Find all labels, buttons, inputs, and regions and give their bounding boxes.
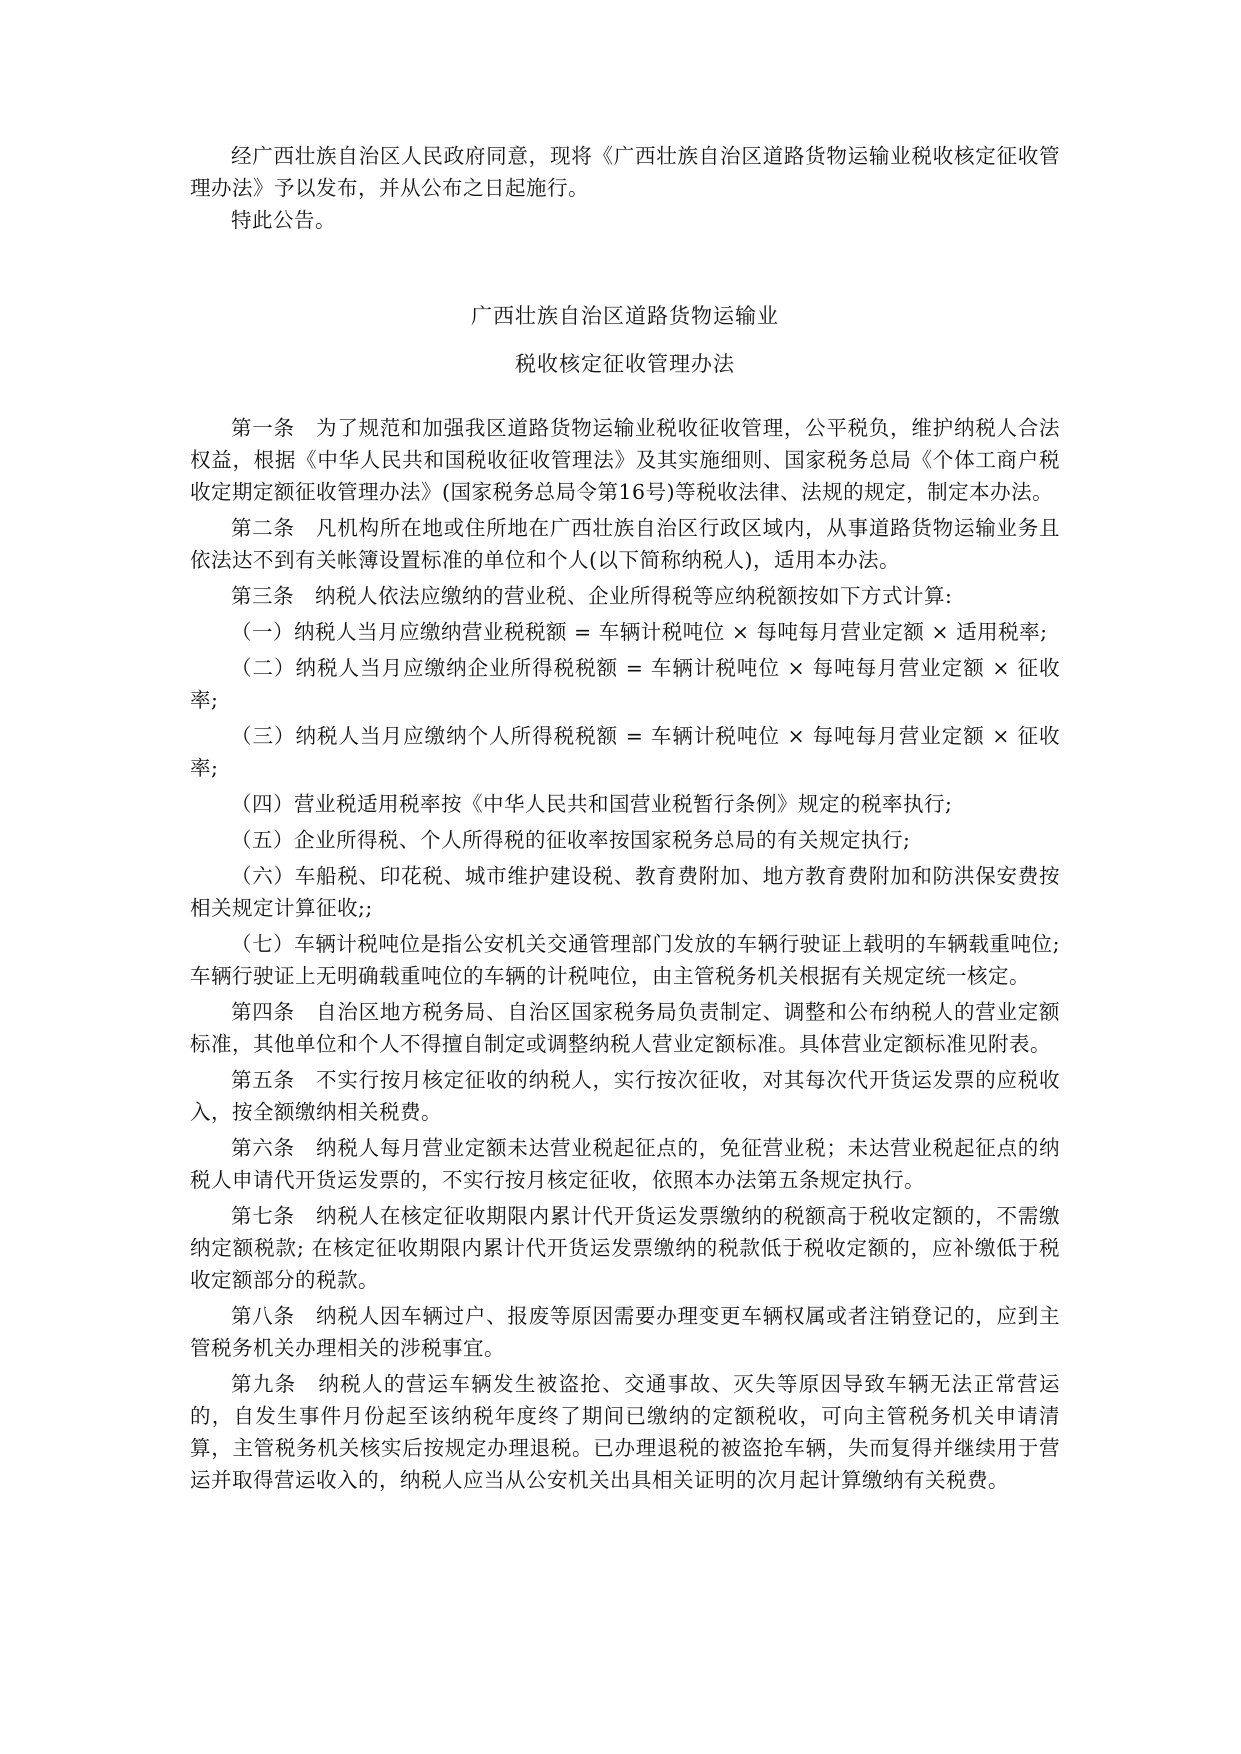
article-3-item-3: （三）纳税人当月应缴纳个人所得税税额 = 车辆计税吨位 × 每吨每月营业定额 × 征收率;: [190, 724, 1060, 780]
document-title-line-1: 广西壮族自治区道路货物运输业: [471, 304, 779, 328]
article-3-item-6: （六）车船税、印花税、城市维护建设税、教育费附加、地方教育费附加和防洪保安费按相关规定计算征收;;: [190, 864, 1060, 920]
article-3-item-5: （五）企业所得税、个人所得税的征收率按国家税务总局的有关规定执行;: [231, 828, 911, 852]
article-3-item-7: （七）车辆计税吨位是指公安机关交通管理部门发放的车辆行驶证上载明的车辆载重吨位; 车辆行驶证上无明确载重吨位的车辆的计税吨位，由主管税务机关根据有关规定统一核定。: [190, 932, 1060, 988]
article-4: 第四条 自治区地方税务局、自治区国家税务局负责制定、调整和公布纳税人的营业定额标准，其他单位和个人不得擅自制定或调整纳税人营业定额标准。具体营业定额标准见附表。: [190, 1000, 1060, 1056]
notice-line: 特此公告。: [231, 208, 336, 232]
article-3: 第三条 纳税人依法应缴纳的营业税、企业所得税等应纳税额按如下方式计算:: [231, 584, 953, 608]
article-3-item-2: （二）纳税人当月应缴纳企业所得税税额 = 车辆计税吨位 × 每吨每月营业定额 × 征收率;: [190, 656, 1060, 712]
article-6: 第六条 纳税人每月营业定额未达营业税起征点的，免征营业税；未达营业税起征点的纳税人申请代开货运发票的，不实行按月核定征收，依照本办法第五条规定执行。: [190, 1136, 1060, 1192]
article-8: 第八条 纳税人因车辆过户、报废等原因需要办理变更车辆权属或者注销登记的，应到主管税务机关办理相关的涉税事宜。: [190, 1304, 1060, 1360]
intro-paragraph: 经广西壮族自治区人民政府同意，现将《广西壮族自治区道路货物运输业税收核定征收管理办法》予以发布，并从公布之日起施行。: [190, 144, 1060, 200]
article-5: 第五条 不实行按月核定征收的纳税人，实行按次征收，对其每次代开货运发票的应税收入，按全额缴纳相关税费。: [190, 1068, 1060, 1124]
document-page: [190, 140, 1060, 1500]
document-title-line-2: 税收核定征收管理办法: [515, 352, 735, 376]
article-3-item-1: （一）纳税人当月应缴纳营业税税额 = 车辆计税吨位 × 每吨每月营业定额 × 适用税率;: [231, 620, 1048, 644]
article-9: 第九条 纳税人的营运车辆发生被盗抢、交通事故、灭失等原因导致车辆无法正常营运的，自发生事件月份起至该纳税年度终了期间已缴纳的定额税收，可向主管税务机关申请清算，主管税务机关核实后按规定办理退税。已办理退税的被盗抢车辆，失而复得并继续用于营运并取得营运收入的，纳税人应当从公安机关出具相关证明的次月起计算缴纳有关税费。: [190, 1372, 1060, 1492]
article-3-item-4: （四）营业税适用税率按《中华人民共和国营业税暂行条例》规定的税率执行;: [231, 792, 953, 816]
article-1: 第一条 为了规范和加强我区道路货物运输业税收征收管理，公平税负，维护纳税人合法权益，根据《中华人民共和国税收征收管理法》及其实施细则、国家税务总局《个体工商户税收定期定额征收管理办法》(国家税务总局令第16号)等税收法律、法规的规定，制定本办法。: [190, 416, 1060, 504]
article-7: 第七条 纳税人在核定征收期限内累计代开货运发票缴纳的税额高于税收定额的，不需缴纳定额税款; 在核定征收期限内累计代开货运发票缴纳的税款低于税收定额的，应补缴低于税收定额部分的税款。: [190, 1204, 1060, 1292]
article-2: 第二条 凡机构所在地或住所地在广西壮族自治区行政区域内，从事道路货物运输业务且依法达不到有关帐簿设置标准的单位和个人(以下简称纳税人)，适用本办法。: [190, 516, 1060, 572]
